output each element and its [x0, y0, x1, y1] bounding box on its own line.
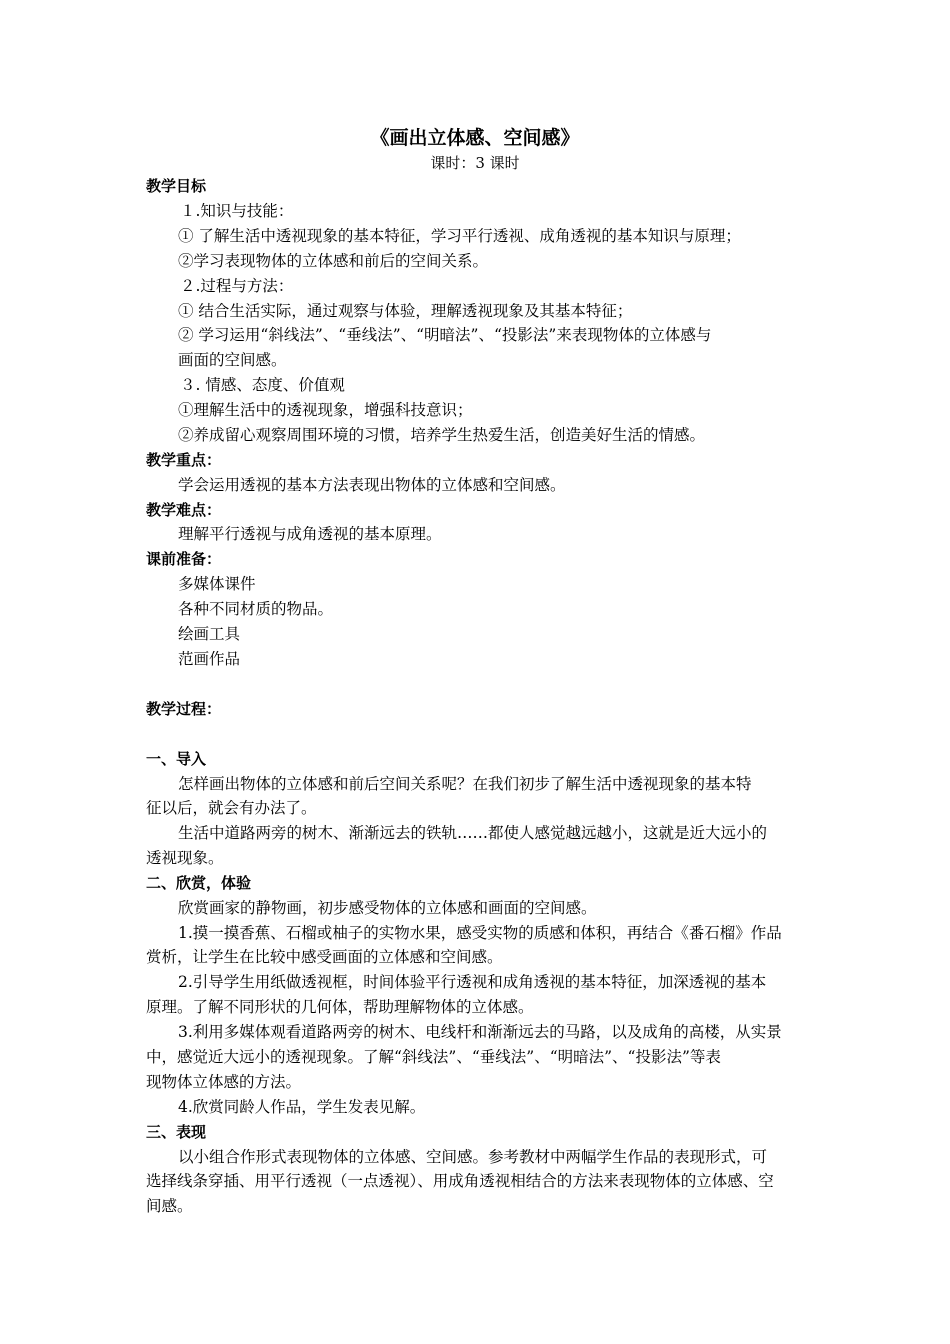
- appreciate-p3-line3: 现物体立体感的方法。: [146, 1073, 302, 1091]
- prep-item: 各种不同材质的物品。: [178, 600, 334, 618]
- prep-heading: 课前准备：: [146, 550, 222, 568]
- document-title: 《画出立体感、空间感》: [370, 127, 580, 149]
- goals-heading: 教学目标: [146, 177, 207, 195]
- express-p1-line1: 以小组合作形式表现物体的立体感、空间感。参考教材中两幅学生作品的表现形式，可: [178, 1148, 768, 1166]
- appreciate-p1-line1: 1.摸一摸香蕉、石榴或柚子的实物水果，感受实物的质感和体积，再结合《番石榴》作品: [178, 924, 782, 942]
- prep-item: 绘画工具: [178, 625, 241, 643]
- focus-text: 学会运用透视的基本方法表现出物体的立体感和空间感。: [178, 476, 566, 494]
- prep-item: 多媒体课件: [178, 575, 256, 593]
- appreciate-p2-line1: 2.引导学生用纸做透视框，时间体验平行透视和成角透视的基本特征，加深透视的基本: [178, 973, 767, 991]
- express-p1-line2: 选择线条穿插、用平行透视（一点透视）、用成角透视相结合的方法来表现物体的立体感、空: [146, 1172, 774, 1190]
- intro-p1-line1: 怎样画出物体的立体感和前后空间关系呢？在我们初步了解生活中透视现象的基本特: [178, 775, 752, 793]
- express-heading: 三、表现: [146, 1123, 207, 1141]
- difficulty-heading: 教学难点：: [146, 501, 222, 519]
- goals-s2-line2b: 画面的空间感。: [178, 351, 287, 369]
- difficulty-text: 理解平行透视与成角透视的基本原理。: [178, 525, 442, 543]
- goals-s2-line1: ① 结合生活实际，通过观察与体验，理解透视现象及其基本特征；: [178, 302, 633, 320]
- intro-p1-line2: 征以后，就会有办法了。: [146, 799, 317, 817]
- appreciate-p3-line1: 3.利用多媒体观看道路两旁的树木、电线杆和渐渐远去的马路，以及成角的高楼，从实景: [178, 1023, 782, 1041]
- appreciate-p4: 4.欣赏同龄人作品，学生发表见解。: [178, 1098, 426, 1116]
- appreciate-p1-line2: 赏析，让学生在比较中感受画面的立体感和空间感。: [146, 948, 503, 966]
- goals-s3-line1: ①理解生活中的透视现象，增强科技意识；: [178, 401, 473, 419]
- document-subtitle: 课时：3 课时: [430, 154, 520, 172]
- intro-p2-line2: 透视现象。: [146, 849, 224, 867]
- appreciate-p0: 欣赏画家的静物画，初步感受物体的立体感和画面的空间感。: [178, 899, 597, 917]
- express-p1-line3: 间感。: [146, 1197, 193, 1215]
- goals-s2-line2a: ② 学习运用“斜线法”、“垂线法”、“明暗法”、“投影法”来表现物体的立体感与: [178, 326, 712, 344]
- appreciate-heading: 二、欣赏，体验: [146, 874, 252, 892]
- process-heading: 教学过程：: [146, 700, 222, 718]
- appreciate-p3-line2: 中，感觉近大远小的透视现象。了解“斜线法”、“垂线法”、“明暗法”、“投影法”等表: [146, 1048, 721, 1066]
- goals-s3-heading: ３. 情感、态度、价值观: [180, 376, 345, 394]
- goals-s1-heading: １.知识与技能：: [180, 202, 294, 220]
- prep-item: 范画作品: [178, 650, 241, 668]
- goals-s1-line2: ②学习表现物体的立体感和前后的空间关系。: [178, 252, 489, 270]
- intro-heading: 一、导入: [146, 750, 207, 768]
- appreciate-p2-line2: 原理。了解不同形状的几何体，帮助理解物体的立体感。: [146, 998, 534, 1016]
- goals-s3-line2: ②养成留心观察周围环境的习惯，培养学生热爱生活，创造美好生活的情感。: [178, 426, 706, 444]
- goals-s1-line1: ① 了解生活中透视现象的基本特征，学习平行透视、成角透视的基本知识与原理；: [178, 227, 741, 245]
- focus-heading: 教学重点：: [146, 451, 222, 469]
- intro-p2-line1: 生活中道路两旁的树木、渐渐远去的铁轨……都使人感觉越远越小，这就是近大远小的: [178, 824, 768, 842]
- goals-s2-heading: ２.过程与方法：: [180, 277, 294, 295]
